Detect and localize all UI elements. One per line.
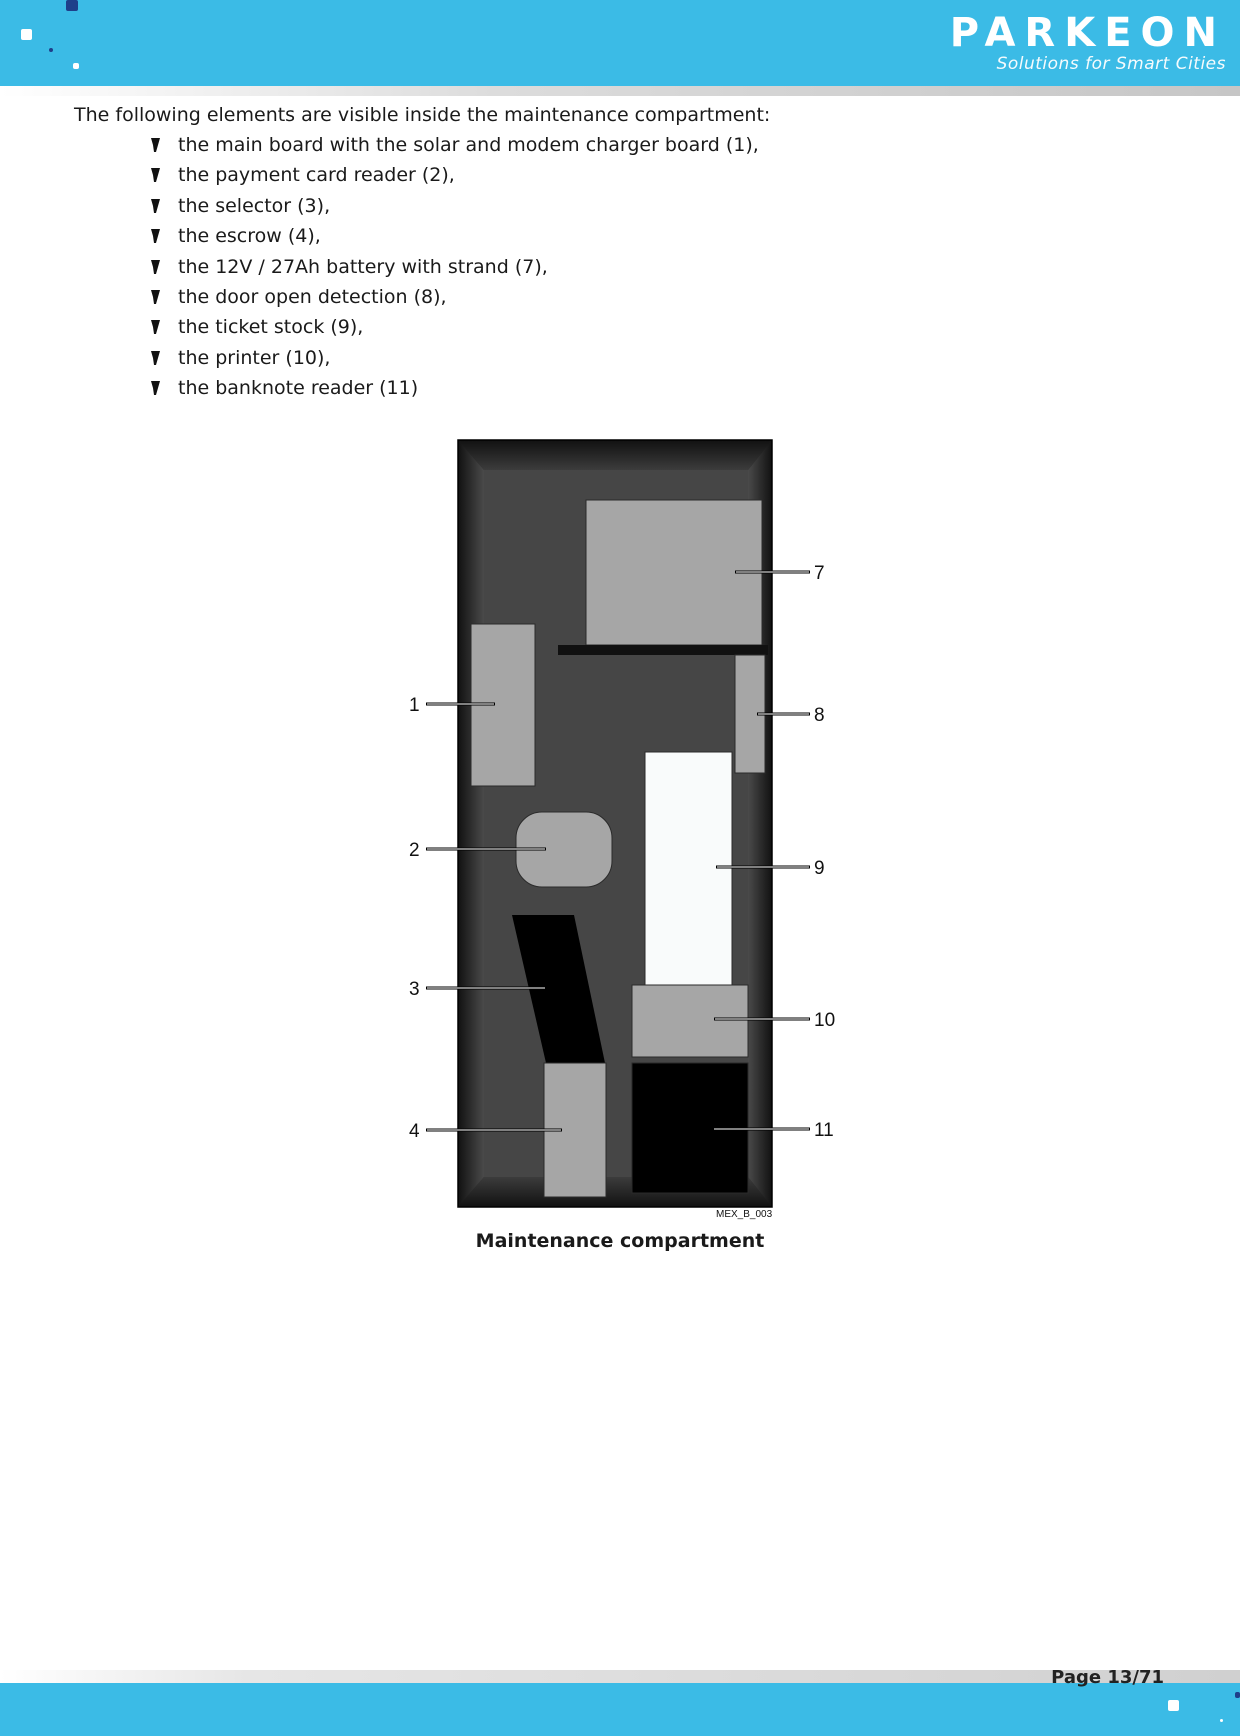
- list-item: [150, 315, 759, 345]
- list-item: [150, 163, 759, 193]
- callout-1: 1: [409, 695, 420, 716]
- component-list: [150, 133, 759, 407]
- callout-9: 9: [814, 858, 825, 879]
- list-item: [150, 346, 759, 376]
- header-band: [0, 0, 1240, 86]
- bullet-icon: [150, 259, 161, 275]
- printer-block: [632, 985, 748, 1057]
- bullet-icon: [150, 228, 161, 244]
- bullet-icon: [150, 198, 161, 214]
- intro-paragraph: The following elements are visible inside the maintenance compartment:: [74, 104, 771, 126]
- list-item-text: the main board with the solar and modem charger board (1),: [178, 134, 759, 156]
- list-item: [150, 255, 759, 285]
- callout-4: 4: [409, 1121, 420, 1142]
- callout-8: 8: [814, 705, 825, 726]
- list-item-text: the 12V / 27Ah battery with strand (7),: [178, 255, 548, 278]
- list-item-text: the escrow (4),: [178, 225, 321, 248]
- callout-7: 7: [814, 563, 825, 584]
- page-number: Page 13/71: [1051, 1667, 1164, 1688]
- list-item: [150, 376, 759, 406]
- list-item-text: the printer (10),: [178, 346, 331, 369]
- callout-2: 2: [409, 840, 420, 861]
- bullet-icon: [150, 319, 161, 335]
- bullet-icon: [150, 137, 161, 153]
- parkeon-logo: [950, 12, 1226, 74]
- decor-square-icon: [66, 0, 78, 11]
- compartment-diagram: [400, 430, 850, 1220]
- footer-band: [0, 1683, 1240, 1736]
- callout-10: 10: [814, 1010, 836, 1031]
- list-item-text: the payment card reader (2),: [178, 164, 455, 187]
- decor-square-icon: [49, 48, 53, 52]
- bullet-icon: [150, 167, 161, 183]
- list-item: [150, 133, 759, 163]
- figure-ref-code: MEX_B_003: [716, 1209, 773, 1220]
- decor-square-icon: [73, 63, 79, 69]
- decor-square-icon: [1235, 1692, 1240, 1698]
- logo-wordmark: PARKEON: [949, 10, 1226, 56]
- logo-tagline: Solutions for Smart Cities: [996, 54, 1226, 74]
- bullet-icon: [150, 289, 161, 305]
- callout-3: 3: [409, 979, 420, 1000]
- callout-11: 11: [814, 1120, 834, 1141]
- list-item-text: the selector (3),: [178, 194, 331, 217]
- header-divider: [0, 86, 1240, 96]
- bullet-icon: [150, 350, 161, 366]
- list-item-text: the door open detection (8),: [178, 285, 447, 308]
- decor-square-icon: [21, 29, 32, 40]
- decor-square-icon: [1168, 1700, 1179, 1711]
- list-item: [150, 194, 759, 224]
- list-item: [150, 285, 759, 315]
- bullet-icon: [150, 380, 161, 396]
- list-item: [150, 224, 759, 254]
- decor-square-icon: [1220, 1719, 1223, 1722]
- list-item-text: the ticket stock (9),: [178, 316, 364, 339]
- ticket-stock-block: [645, 752, 732, 989]
- list-item-text: the banknote reader (11): [178, 377, 419, 400]
- figure-caption: Maintenance compartment: [475, 1230, 765, 1252]
- battery-strand-bar: [558, 645, 768, 655]
